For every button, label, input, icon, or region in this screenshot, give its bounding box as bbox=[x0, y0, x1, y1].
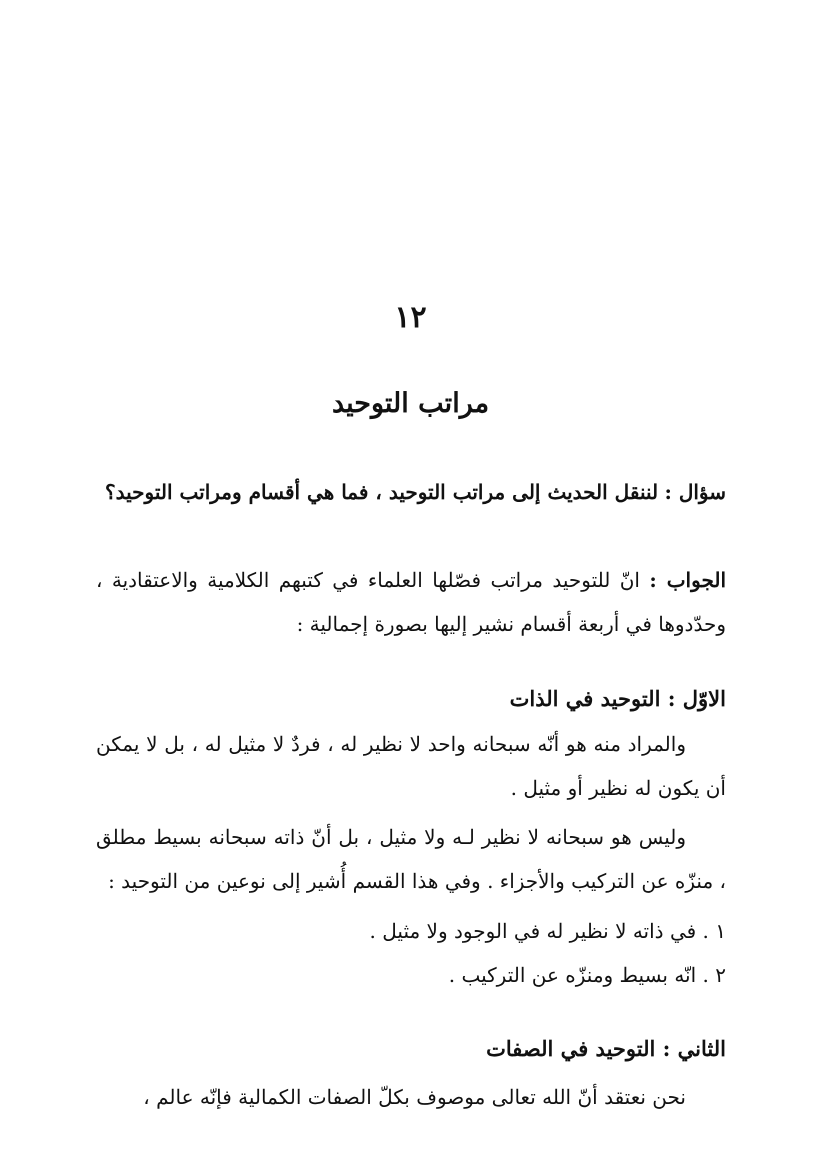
section1-list-item: ٢ . انّه بسيط ومنزّه عن التركيب . bbox=[448, 963, 726, 987]
answer-label: الجواب : bbox=[649, 568, 726, 592]
answer-text: انّ للتوحيد مراتب فصّلها العلماء في كتبهم الكلامية والاعتقادية ، وحدّدوها في أربعة أقسام نشير إليها بصورة إجمالية : bbox=[96, 568, 726, 636]
question-text: لننقل الحديث إلى مراتب التوحيد ، فما هي أقسام ومراتب التوحيد؟ bbox=[105, 480, 659, 504]
chapter-number: ١٢ bbox=[394, 300, 427, 335]
section1-paragraph2: وليس هو سبحانه لا نظير لـه ولا مثيل ، بل أنّ ذاته سبحانه بسيط مطلق ، منزّه عن التركيب والأجزاء . وفي هذا القسم أُشير إلى نوعين من التوحيد : bbox=[96, 825, 726, 893]
section1-paragraph1: والمراد منه هو أنّه سبحانه واحد لا نظير له ، فردٌ لا مثيل له ، بل لا يمكن أن يكون له نظير أو مثيل . bbox=[96, 732, 726, 800]
section2-heading: الثاني : التوحيد في الصفات bbox=[486, 1036, 726, 1061]
chapter-title: مراتب التوحيد bbox=[331, 388, 490, 419]
section2-paragraph1: نحن نعتقد أنّ الله تعالى موصوف بكلّ الصفات الكمالية فإنّه عالم ، bbox=[143, 1085, 686, 1109]
answer-paragraph bbox=[96, 558, 726, 646]
question-paragraph bbox=[96, 470, 726, 514]
question-label: سؤال : bbox=[664, 480, 726, 504]
section1-list-item: ١ . في ذاته لا نظير له في الوجود ولا مثيل . bbox=[369, 919, 726, 943]
section1-heading: الاوّل : التوحيد في الذات bbox=[509, 686, 726, 711]
